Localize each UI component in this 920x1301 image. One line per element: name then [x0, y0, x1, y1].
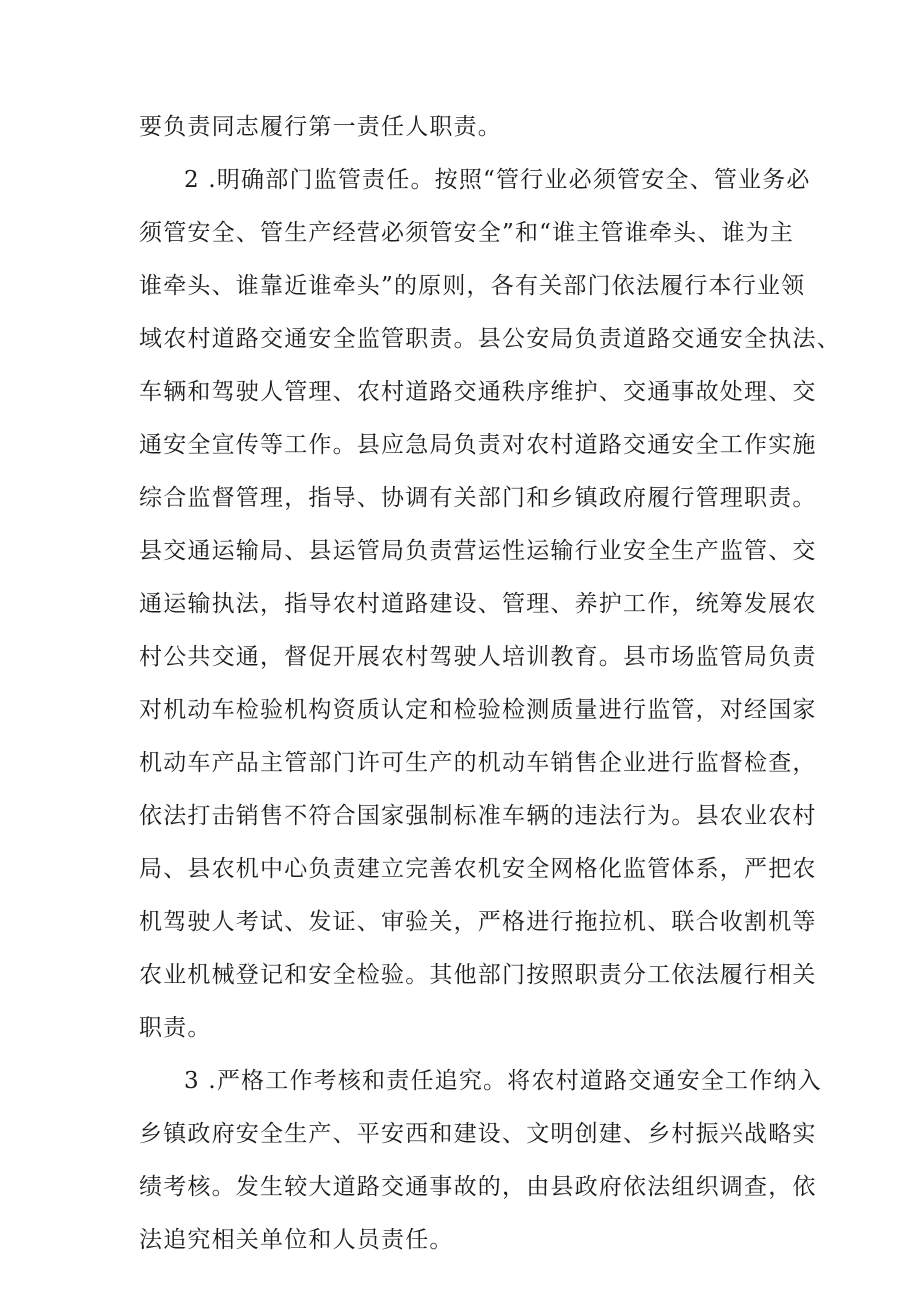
paragraph-2-line-11: 对机动车检验机构资质认定和检验检测质量进行监管，对经国家 [139, 697, 817, 723]
paragraph-2-line-3: 谁牵头、谁靠近谁牵头”的原则，各有关部门依法履行本行业领 [139, 273, 806, 299]
paragraph-2-line-14: 局、县农机中心负责建立完善农机安全网格化监管体系，严把农 [139, 856, 817, 882]
paragraph-2-line-5: 车辆和驾驶人管理、农村道路交通秩序维护、交通事故处理、交 [139, 379, 817, 405]
paragraph-2-line-8: 县交通运输局、县运管局负责营运性运输行业安全生产监管、交 [139, 538, 817, 564]
paragraph-2-line-13: 依法打击销售不符合国家强制标准车辆的违法行为。县农业农村 [139, 803, 817, 829]
paragraph-3-line-3: 绩考核。发生较大道路交通事故的，由县政府依法组织调查，依 [139, 1174, 817, 1200]
paragraph-2-line-15: 机驾驶人考试、发证、审验关，严格进行拖拉机、联合收割机等 [139, 909, 817, 935]
paragraph-2-line-2: 须管安全、管生产经营必须管安全”和“谁主管谁牵头、谁为主 [139, 220, 795, 246]
paragraph-2-line-4: 域农村道路交通安全监管职责。县公安局负责道路交通安全执法、 [139, 326, 841, 352]
paragraph-2-line-10: 村公共交通，督促开展农村驾驶人培训教育。县市场监管局负责 [139, 644, 817, 670]
paragraph-1-line-1: 要负责同志履行第一责任人职责。 [139, 114, 502, 140]
paragraph-2-line-6: 通安全宣传等工作。县应急局负责对农村道路交通安全工作实施 [139, 432, 817, 458]
paragraph-3-line-1: 3 .严格工作考核和责任追究。将农村道路交通安全工作纳入 [184, 1068, 822, 1094]
paragraph-3-line-2: 乡镇政府安全生产、平安西和建设、文明创建、乡村振兴战略实 [139, 1121, 817, 1147]
paragraph-2-line-16: 农业机械登记和安全检验。其他部门按照职责分工依法履行相关 [139, 962, 817, 988]
paragraph-2-line-12: 机动车产品主管部门许可生产的机动车销售企业进行监督检查， [139, 750, 817, 776]
paragraph-2-line-7: 综合监督管理，指导、协调有关部门和乡镇政府履行管理职责。 [139, 485, 817, 511]
paragraph-2-line-1: 2 .明确部门监管责任。按照“管行业必须管安全、管业务必 [184, 167, 811, 193]
paragraph-2-line-17: 职责。 [139, 1015, 212, 1041]
paragraph-2-line-9: 通运输执法，指导农村道路建设、管理、养护工作，统筹发展农 [139, 591, 817, 617]
paragraph-3-line-4: 法追究相关单位和人员责任。 [139, 1227, 454, 1253]
